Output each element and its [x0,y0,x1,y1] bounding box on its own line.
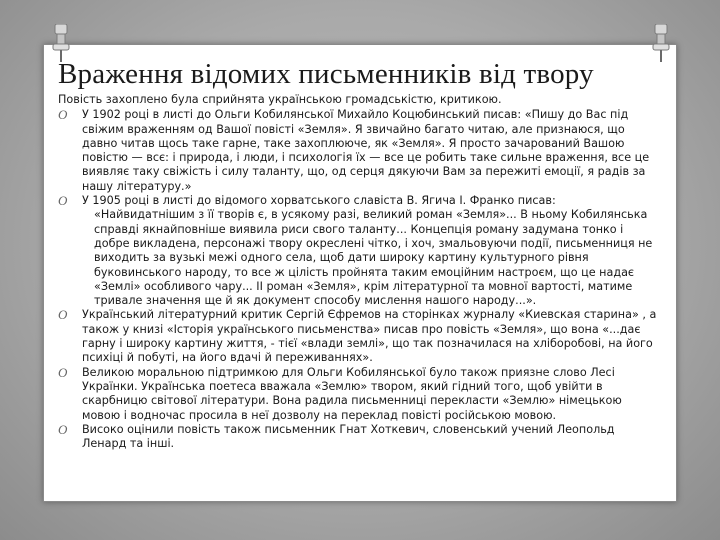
list-item [58,194,662,308]
list-item [58,308,662,365]
list-item [58,366,662,423]
list-item [58,423,662,452]
bullet-text: У 1902 році в листі до Ольги Кобилянської Михайло Коцюбинський писав: «Пишу до Вас під свіжим враженням од Вашої повісті «Земля». Я звичайно багато читаю, але признаюся, що давно читав щось таке гарне, таке захоплююче, як «Земля». Я просто зачарований Вашою повістю — всє: і природа, і люди, і психологія їх — все це робить таке сильне враження, все це виявляє таку свіжість і силу таланту, що, од серця дякуючи Вам за пережиті емоції, я радів за нашу літературу.» [82,108,650,193]
bullet-icon: O [58,307,68,323]
slide-content [58,93,662,451]
intro-text: Повість захоплено була сприйнята українською громадськістю, критикою. [58,93,502,106]
bullet-icon: O [58,193,68,209]
bullet-text: Великою моральною підтримкою для Ольги Кобилянської було також приязне слово Лесі Українки. Українська поетеса вважала «Землю» твором, який гідний того, щоб увійти в скарбницю світової літератури. Вона радила письменниці перекласти «Землю» німецькою мовою і водночас просила в неї дозволу на переклад повісті російською мовою. [82,365,622,422]
bullet-icon: O [58,364,68,380]
bullet-quote: «Найвидатнішим з її творів є, в усякому разі, великий роман «Земля»... В ньому Кобилянська справді якнайповніше виявила риси свого таланту... Концепція роману задумана тонко і добре викладена, персонажі твору окреслені чітко, і хоч, змальовуючи події, письменниця не виходить за вузькі межі одного села, щоб дати широку картину культурного рівня буковинського народу, то все ж цілість пройнята таким емоційним настроєм, що це надає «Землі» особливого чару... ІІ роман «Земля», крім літературної та мовної вартості, матиме тривале значення ще й як документ способу мислення нашого народу...». [94,208,653,308]
bullet-icon: O [58,421,68,437]
bullet-text: Український літературний критик Сергій Єфремов на сторінках журналу «Киевская старина» , а також у книзі «Історія українського письменства» писав про повість «Земля», що вона «...дає гарну і широку картину життя, - тієї «влади землі», що так позначилася на хліборобові, на його психіці й побуті, на його вдачі й переживаннях». [82,308,657,365]
pushpin-icon [652,24,670,64]
bullet-icon: O [58,107,68,123]
bullet-text: У 1905 році в листі до відомого хорватського славіста В. Ягича І. Франко писав: [82,194,556,208]
list-item [58,108,662,194]
slide-title: Враження відомих письменників від твору [58,58,594,90]
bullet-text: Високо оцінили повість також письменник Гнат Хоткевич, словенський учений Леопольд Ленард та інші. [82,422,615,451]
